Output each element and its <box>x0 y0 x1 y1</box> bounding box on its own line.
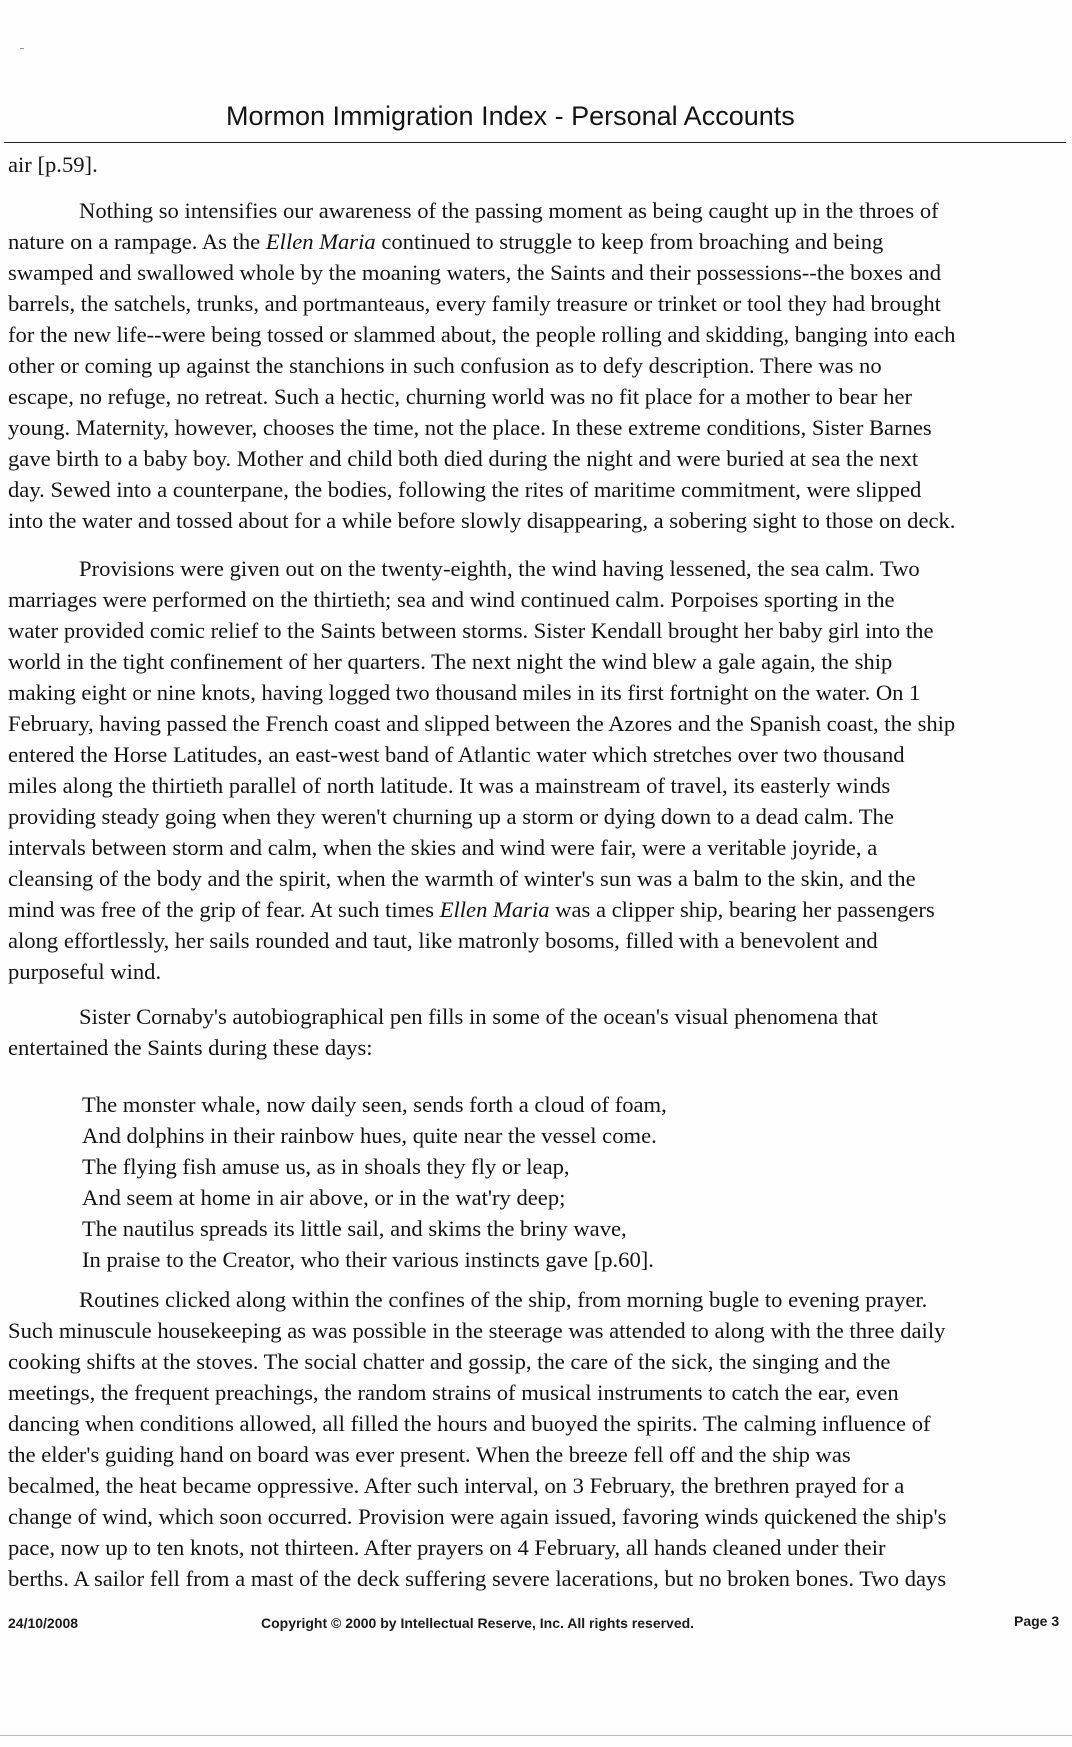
text-line: gave birth to a baby boy. Mother and child both died during the night and were buried at sea the next <box>8 446 919 471</box>
paragraph-storm <box>8 195 1066 536</box>
text-line: the elder's guiding hand on board was ever present. When the breeze fell off and the ship was <box>8 1442 851 1467</box>
text-line: Nothing so intensifies our awareness of the passing moment as being caught up in the throes of <box>79 198 939 223</box>
text-line: miles along the thirtieth parallel of north latitude. It was a mainstream of travel, its easterly winds <box>8 773 891 798</box>
text-line: entertained the Saints during these days: <box>8 1035 373 1060</box>
text-line: berths. A sailor fell from a mast of the deck suffering severe lacerations, but no broken bones. Two days <box>8 1566 947 1591</box>
text-line: making eight or nine knots, having logged two thousand miles in its first fortnight on the water. On 1 <box>8 680 921 705</box>
text-line: February, having passed the French coast and slipped between the Azores and the Spanish coast, the ship <box>8 711 956 736</box>
text-line: providing steady going when they weren't churning up a storm or dying down to a dead calm. The <box>8 804 894 829</box>
text-line: Routines clicked along within the confines of the ship, from morning bugle to evening prayer. <box>79 1287 928 1312</box>
text-line: intervals between storm and calm, when the skies and wind were fair, were a veritable joyride, a <box>8 835 878 860</box>
text-line: for the new life--were being tossed or slammed about, the people rolling and skidding, banging into each <box>8 322 956 347</box>
text-line: water provided comic relief to the Saints between storms. Sister Kendall brought her baby girl into the <box>8 618 934 643</box>
poem-line: The monster whale, now daily seen, sends forth a cloud of foam, <box>82 1092 667 1117</box>
text-line: escape, no refuge, no retreat. Such a hectic, churning world was no fit place for a mother to bear her <box>8 384 913 409</box>
text-line: pace, now up to ten knots, not thirteen. After prayers on 4 February, all hands cleaned under their <box>8 1535 886 1560</box>
text-line: cleansing of the body and the spirit, when the warmth of winter's sun was a balm to the skin, and the <box>8 866 916 891</box>
text-line: becalmed, the heat became oppressive. After such interval, on 3 February, the brethren prayed for a <box>8 1473 905 1498</box>
text-line: swamped and swallowed whole by the moaning waters, the Saints and their possessions--the boxes and <box>8 260 942 285</box>
poem-line: And seem at home in air above, or in the wat'ry deep; <box>82 1185 566 1210</box>
ship-name: Ellen Maria <box>439 897 550 922</box>
text-line: along effortlessly, her sails rounded and taut, like matronly bosoms, filled with a benevolent and <box>8 928 878 953</box>
text-line: purposeful wind. <box>8 959 162 984</box>
scan-speck <box>20 48 24 49</box>
text-line: Sister Cornaby's autobiographical pen fills in some of the ocean's visual phenomena that <box>79 1004 878 1029</box>
text-line: Provisions were given out on the twenty-eighth, the wind having lessened, the sea calm. Two <box>79 556 920 581</box>
text-line: dancing when conditions allowed, all filled the hours and buoyed the spirits. The calming influence of <box>8 1411 931 1436</box>
page-header-title: Mormon Immigration Index - Personal Accounts <box>226 101 795 131</box>
text-line: world in the tight confinement of her quarters. The next night the wind blew a gale again, the ship <box>8 649 893 674</box>
ship-name: Ellen Maria <box>265 229 376 254</box>
paragraph-provisions <box>8 553 1066 987</box>
text-line: meetings, the frequent preachings, the random strains of musical instruments to catch the ear, even <box>8 1380 899 1405</box>
paragraph-routines <box>8 1284 1066 1594</box>
text-line: cooking shifts at the stoves. The social chatter and gossip, the care of the sick, the singing and the <box>8 1349 891 1374</box>
paragraph-cornaby <box>8 1001 1066 1063</box>
text-line: mind was free of the grip of fear. At such times Ellen Maria was a clipper ship, bearing her passengers <box>8 897 935 922</box>
footer-copyright: Copyright © 2000 by Intellectual Reserve, Inc. All rights reserved. <box>261 1615 695 1631</box>
text-line: young. Maternity, however, chooses the time, not the place. In these extreme conditions, Sister Barnes <box>8 415 932 440</box>
text-line: into the water and tossed about for a while before slowly disappearing, a sobering sight to those on deck. <box>8 508 956 533</box>
continued-text <box>8 149 1066 180</box>
poem-line: And dolphins in their rainbow hues, quite near the vessel come. <box>82 1123 657 1148</box>
text-line: barrels, the satchels, trunks, and portmanteaus, every family treasure or trinket or tool they had brought <box>8 291 941 316</box>
text-line: day. Sewed into a counterpane, the bodies, following the rites of maritime commitment, were slipped <box>8 477 922 502</box>
poem-line: In praise to the Creator, who their various instincts gave [p.60]. <box>82 1247 654 1272</box>
poem-block <box>82 1089 982 1275</box>
text-line: change of wind, which soon occurred. Provision were again issued, favoring winds quickened the ship's <box>8 1504 947 1529</box>
poem-line: The flying fish amuse us, as in shoals they fly or leap, <box>82 1154 570 1179</box>
scan-edge-line <box>0 1735 1072 1736</box>
text-line: Such minuscule housekeeping as was possible in the steerage was attended to along with the three daily <box>8 1318 946 1343</box>
text-line: entered the Horse Latitudes, an east-west band of Atlantic water which stretches over two thousand <box>8 742 905 767</box>
page-number: Page 3 <box>1014 1613 1060 1629</box>
text-line: air [p.59]. <box>8 152 98 177</box>
text-line: other or coming up against the stanchions in such confusion as to defy description. There was no <box>8 353 882 378</box>
poem-line: The nautilus spreads its little sail, and skims the briny wave, <box>82 1216 627 1241</box>
footer-date: 24/10/2008 <box>8 1615 79 1631</box>
text-line: marriages were performed on the thirtieth; sea and wind continued calm. Porpoises sporting in the <box>8 587 895 612</box>
text-line: nature on a rampage. As the Ellen Maria continued to struggle to keep from broaching and being <box>8 229 884 254</box>
header-divider <box>4 142 1066 143</box>
